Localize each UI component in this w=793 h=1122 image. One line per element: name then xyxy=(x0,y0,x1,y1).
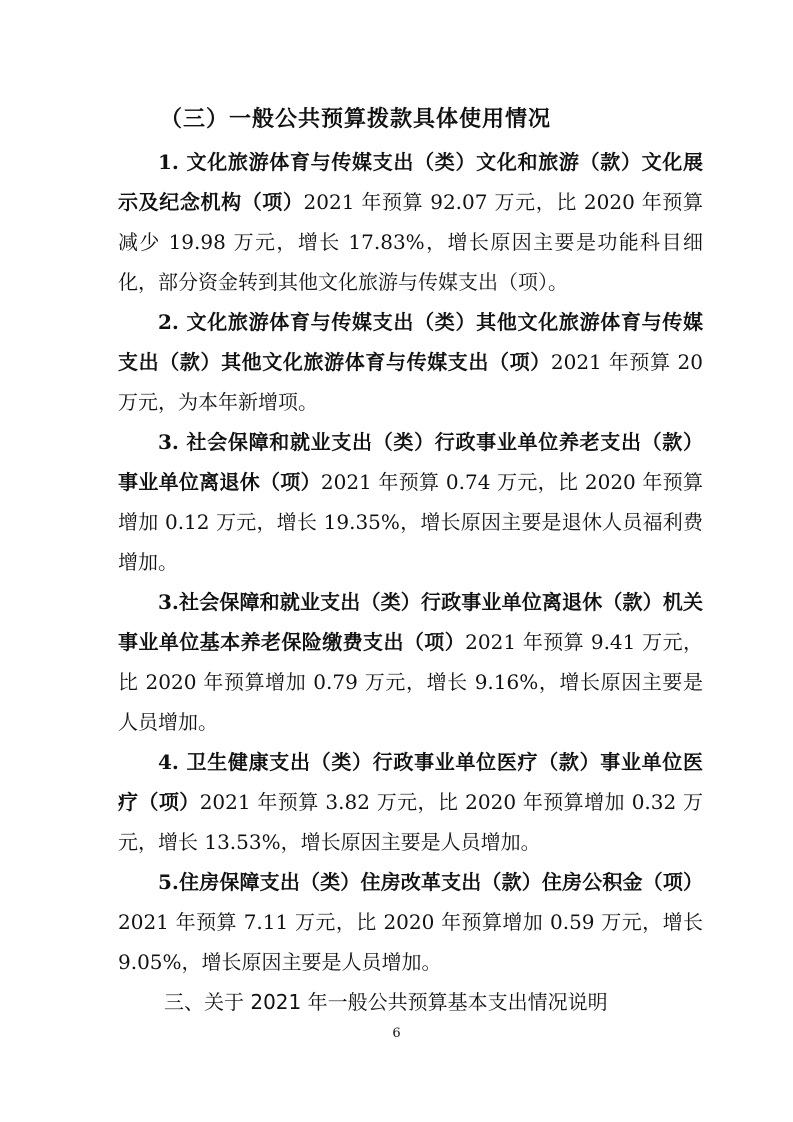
paragraph-body: 2021 年预算 9.41 万元，比 2020 年预算增加 0.79 万元，增长 9.16%，增长原因主要是人员增加。 xyxy=(118,630,703,734)
paragraph-body: 2021 年预算 20 万元，为本年新增项。 xyxy=(118,350,704,414)
paragraph-body: 2021 年预算 3.82 万元，比 2020 年预算增加 0.32 万元，增长 13.53%，增长原因主要是人员增加。 xyxy=(118,790,703,854)
paragraph-lead: 4. 卫生健康支出（类）行政事业单位医疗（款）事业单位医疗（项） xyxy=(118,750,703,814)
paragraph-lead: 3. 社会保障和就业支出（类）行政事业单位养老支出（款）事业单位离退休（项） xyxy=(118,430,703,494)
paragraph-body: 2021 年预算 7.11 万元，比 2020 年预算增加 0.59 万元，增长 9.05%，增长原因主要是人员增加。 xyxy=(118,910,703,974)
paragraph-lead: 5.住房保障支出（类）住房改革支出（款）住房公积金（项） xyxy=(158,870,703,894)
paragraph-2 xyxy=(118,302,703,422)
paragraph-4 xyxy=(118,582,703,742)
paragraph-6 xyxy=(118,862,703,982)
paragraph-1 xyxy=(118,142,703,302)
paragraph-lead: 1. 文化旅游体育与传媒支出（类）文化和旅游（款）文化展示及纪念机构（项） xyxy=(118,150,703,214)
paragraph-lead: 3.社会保障和就业支出（类）行政事业单位离退休（款）机关事业单位基本养老保险缴费支出（项） xyxy=(118,590,703,654)
paragraph-body: 2021 年预算 92.07 万元，比 2020 年预算减少 19.98 万元，增长 17.83%，增长原因主要是功能科目细化，部分资金转到其他文化旅游与传媒支出（项）。 xyxy=(118,190,704,294)
paragraph-body: 2021 年预算 0.74 万元，比 2020 年预算增加 0.12 万元，增长 19.35%，增长原因主要是退休人员福利费增加。 xyxy=(118,470,704,574)
section-heading: （三）一般公共预算拨款具体使用情况 xyxy=(160,107,552,132)
paragraph-5 xyxy=(118,742,703,862)
next-section-heading: 三、关于 2021 年一般公共预算基本支出情况说明 xyxy=(164,990,608,1014)
page-number: 6 xyxy=(392,1026,401,1041)
paragraph-3 xyxy=(118,422,703,582)
paragraph-lead: 2. 文化旅游体育与传媒支出（类）其他文化旅游体育与传媒支出（款）其他文化旅游体育与传媒支出（项） xyxy=(118,310,703,374)
